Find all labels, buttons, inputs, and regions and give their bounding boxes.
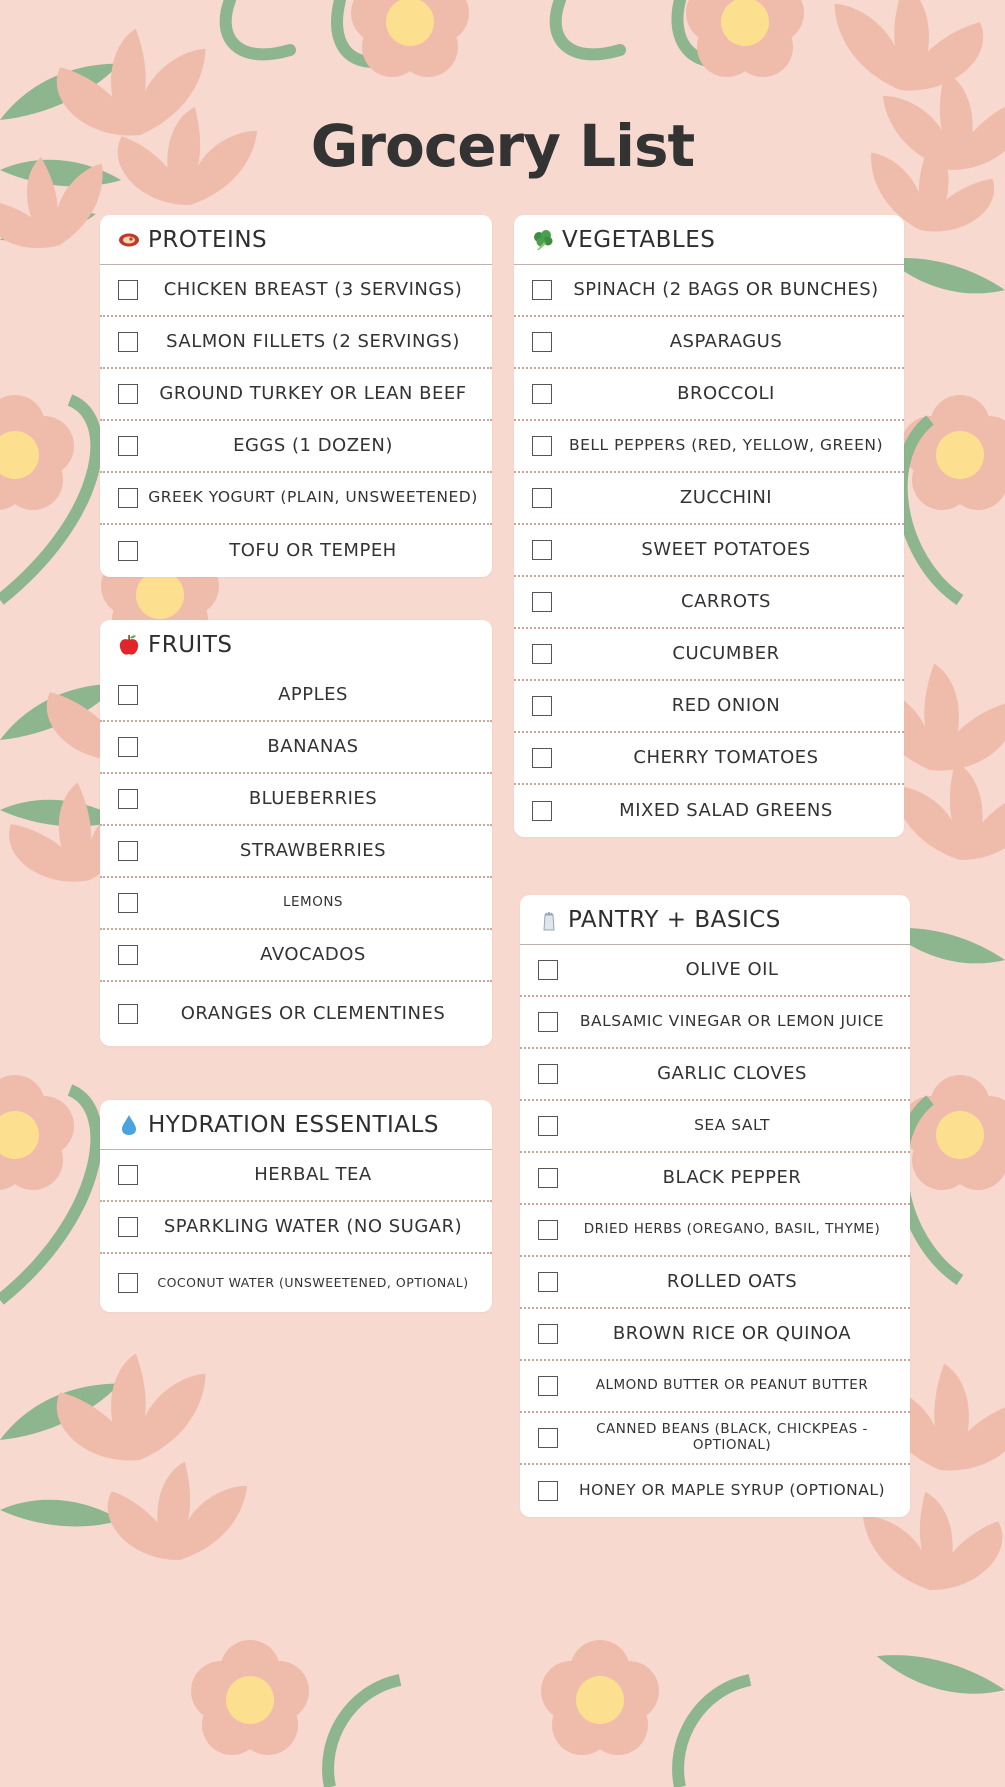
apple-icon [118,634,140,656]
fruits-card [100,620,492,1046]
list-item[interactable]: TOFU OR TEMPEH [100,525,492,577]
checkbox[interactable] [538,1064,558,1084]
checkbox[interactable] [118,841,138,861]
list-item[interactable]: CARROTS [514,577,904,629]
list-item[interactable]: BROWN RICE OR QUINOA [520,1309,910,1361]
list-item[interactable]: RED ONION [514,681,904,733]
checkbox[interactable] [532,748,552,768]
proteins-title: PROTEINS [148,226,268,253]
droplet-icon [118,1114,140,1136]
checkbox[interactable] [538,1012,558,1032]
steak-icon [118,229,140,251]
checkbox[interactable] [532,436,552,456]
list-item[interactable]: BELL PEPPERS (RED, YELLOW, GREEN) [514,421,904,473]
list-item[interactable]: AVOCADOS [100,930,492,982]
list-item[interactable]: CHICKEN BREAST (3 SERVINGS) [100,265,492,317]
checkbox[interactable] [118,789,138,809]
list-item[interactable]: STRAWBERRIES [100,826,492,878]
hydration-title: HYDRATION ESSENTIALS [148,1111,439,1138]
list-item[interactable]: COCONUT WATER (UNSWEETENED, OPTIONAL) [100,1254,492,1312]
broccoli-icon [532,229,554,251]
list-item[interactable]: GREEK YOGURT (PLAIN, UNSWEETENED) [100,473,492,525]
list-item[interactable]: CANNED BEANS (BLACK, CHICKPEAS - OPTIONAL) [520,1413,910,1465]
checkbox[interactable] [532,540,552,560]
pantry-header [520,895,910,945]
list-item[interactable]: HONEY OR MAPLE SYRUP (OPTIONAL) [520,1465,910,1517]
list-item[interactable]: SALMON FILLETS (2 SERVINGS) [100,317,492,369]
hydration-card [100,1100,492,1312]
checkbox[interactable] [538,960,558,980]
list-item[interactable]: CHERRY TOMATOES [514,733,904,785]
checkbox[interactable] [118,384,138,404]
list-item[interactable]: ZUCCHINI [514,473,904,525]
checkbox[interactable] [538,1481,558,1501]
pantry-title: PANTRY + BASICS [568,906,781,933]
proteins-header [100,215,492,265]
list-item[interactable]: DRIED HERBS (OREGANO, BASIL, THYME) [520,1205,910,1257]
list-item[interactable]: EGGS (1 DOZEN) [100,421,492,473]
checkbox[interactable] [118,280,138,300]
list-item[interactable]: GARLIC CLOVES [520,1049,910,1101]
checkbox[interactable] [118,685,138,705]
list-item[interactable]: MIXED SALAD GREENS [514,785,904,837]
checkbox[interactable] [118,737,138,757]
checkbox[interactable] [118,541,138,561]
checkbox[interactable] [118,1004,138,1024]
hydration-header [100,1100,492,1150]
checkbox[interactable] [538,1272,558,1292]
proteins-card [100,215,492,577]
list-item[interactable]: BALSAMIC VINEGAR OR LEMON JUICE [520,997,910,1049]
page-title: Grocery List [310,112,695,180]
checkbox[interactable] [118,945,138,965]
vegetables-header [514,215,904,265]
list-item[interactable]: CUCUMBER [514,629,904,681]
checkbox[interactable] [532,332,552,352]
checkbox[interactable] [532,801,552,821]
checkbox[interactable] [118,893,138,913]
fruits-header [100,620,492,670]
checkbox[interactable] [538,1376,558,1396]
checkbox[interactable] [118,1273,138,1293]
checkbox[interactable] [538,1116,558,1136]
checkbox[interactable] [532,592,552,612]
checkbox[interactable] [532,280,552,300]
list-item[interactable]: OLIVE OIL [520,945,910,997]
checkbox[interactable] [532,644,552,664]
checkbox[interactable] [538,1428,558,1448]
list-item[interactable]: LEMONS [100,878,492,930]
checkbox[interactable] [532,696,552,716]
list-item[interactable]: APPLES [100,670,492,722]
list-item[interactable]: GROUND TURKEY OR LEAN BEEF [100,369,492,421]
list-item[interactable]: HERBAL TEA [100,1150,492,1202]
list-item[interactable]: ASPARAGUS [514,317,904,369]
list-item[interactable]: ALMOND BUTTER OR PEANUT BUTTER [520,1361,910,1413]
list-item[interactable]: SWEET POTATOES [514,525,904,577]
checkbox[interactable] [532,384,552,404]
checkbox[interactable] [118,332,138,352]
list-item[interactable]: BLUEBERRIES [100,774,492,826]
checkbox[interactable] [538,1220,558,1240]
list-item[interactable]: BROCCOLI [514,369,904,421]
list-item[interactable]: ROLLED OATS [520,1257,910,1309]
list-item[interactable]: ORANGES OR CLEMENTINES [100,982,492,1046]
list-item[interactable]: SPINACH (2 BAGS OR BUNCHES) [514,265,904,317]
checkbox[interactable] [532,488,552,508]
checkbox[interactable] [118,436,138,456]
vegetables-card [514,215,904,837]
salt-shaker-icon [538,909,560,931]
checkbox[interactable] [118,1217,138,1237]
list-item[interactable]: BLACK PEPPER [520,1153,910,1205]
list-item[interactable]: BANANAS [100,722,492,774]
checkbox[interactable] [118,488,138,508]
checkbox[interactable] [538,1324,558,1344]
pantry-card [520,895,910,1517]
checkbox[interactable] [118,1165,138,1185]
checkbox[interactable] [538,1168,558,1188]
list-item[interactable]: SPARKLING WATER (NO SUGAR) [100,1202,492,1254]
vegetables-title: VEGETABLES [562,226,716,253]
fruits-title: FRUITS [148,632,233,658]
list-item[interactable]: SEA SALT [520,1101,910,1153]
